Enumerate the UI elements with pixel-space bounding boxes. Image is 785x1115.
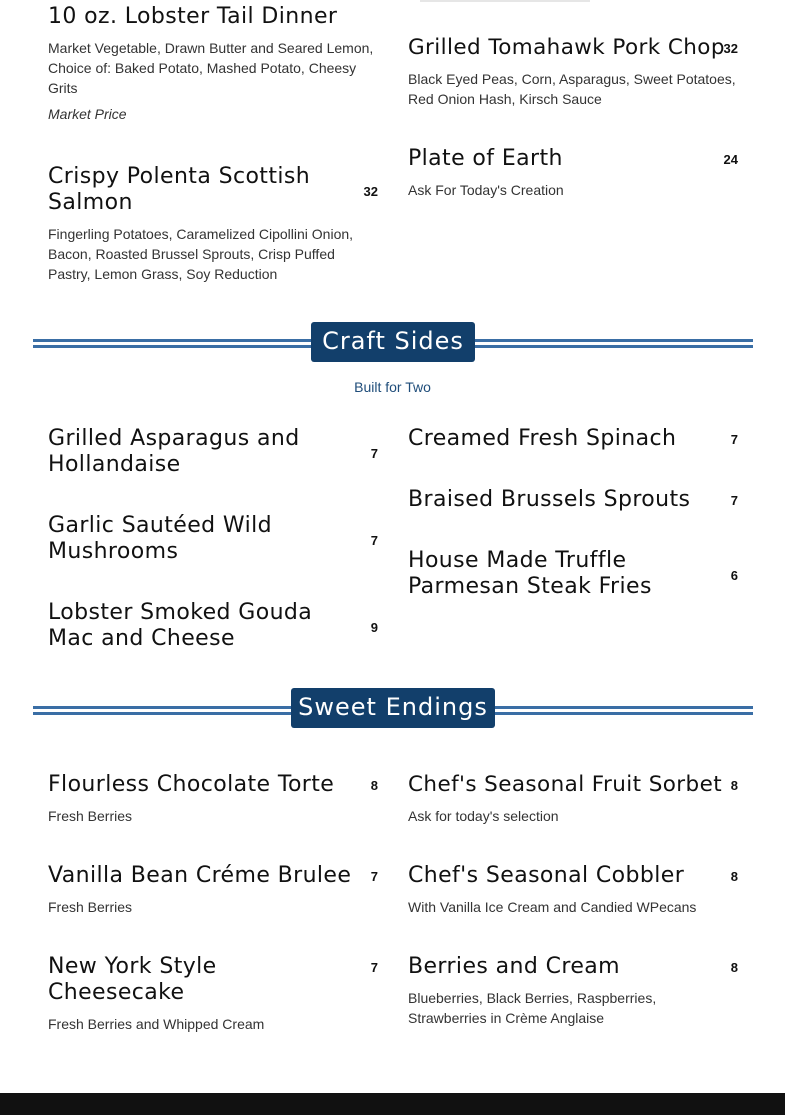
item-name: Berries and Cream <box>408 954 620 979</box>
item-name: Lobster Smoked Gouda Mac and Cheese <box>48 600 313 651</box>
item-name: Vanilla Bean Créme Brulee <box>48 863 352 888</box>
dessert-item-cheesecake <box>48 954 378 1034</box>
item-name: Garlic Sautéed Wild Mushrooms <box>48 513 272 564</box>
item-description: Blueberries, Black Berries, Raspberries, Strawberries in Crème Anglaise <box>408 990 657 1026</box>
item-price: 8 <box>370 778 378 793</box>
item-price: 9 <box>370 620 378 635</box>
item-price: 8 <box>730 778 738 793</box>
dessert-item-torte <box>48 772 378 826</box>
side-item-asparagus <box>48 426 378 478</box>
item-price: 7 <box>370 446 378 461</box>
item-price: 32 <box>723 41 738 56</box>
menu-item-plate-of-earth <box>408 146 738 200</box>
item-name: 10 oz. Lobster Tail Dinner <box>48 4 338 29</box>
faded-top-line <box>420 0 590 2</box>
item-description: Fresh Berries <box>48 899 133 915</box>
item-name: Flourless Chocolate Torte <box>48 772 335 797</box>
item-name: Plate of Earth <box>408 146 563 171</box>
side-item-brussels <box>408 487 738 513</box>
footer-bar <box>0 1093 785 1115</box>
item-price: 7 <box>370 533 378 548</box>
dessert-item-creme-brulee <box>48 863 378 917</box>
menu-item-salmon <box>48 164 378 284</box>
dessert-item-sorbet <box>408 772 738 826</box>
item-price: 7 <box>370 960 378 975</box>
item-description: Fresh Berries <box>48 808 133 824</box>
side-item-mac-cheese <box>48 600 378 652</box>
item-name: Creamed Fresh Spinach <box>408 426 677 451</box>
item-price: 8 <box>730 960 738 975</box>
item-name: House Made Truffle Parmesan Steak Fries <box>408 548 652 599</box>
item-name: Chef's Seasonal Fruit Sorbet <box>408 772 723 797</box>
dessert-item-berries-cream <box>408 954 738 1028</box>
side-item-mushrooms <box>48 513 378 565</box>
item-price-note: Market Price <box>48 106 127 122</box>
item-name: Chef's Seasonal Cobbler <box>408 863 685 888</box>
item-description: Market Vegetable, Drawn Butter and Seared Lemon, Choice of: Baked Potato, Mashed Potato, Cheesy Grits <box>48 40 374 96</box>
item-price: 7 <box>730 493 738 508</box>
item-description: Ask for today's selection <box>408 808 559 824</box>
item-price: 8 <box>730 869 738 884</box>
item-name: Grilled Asparagus and Hollandaise <box>48 426 300 477</box>
item-description: Ask For Today's Creation <box>408 182 564 198</box>
section-title-sweet-endings: Sweet Endings <box>291 688 495 728</box>
section-subtitle: Built for Two <box>354 379 431 395</box>
item-price: 7 <box>730 432 738 447</box>
item-price: 7 <box>370 869 378 884</box>
item-description: Fresh Berries and Whipped Cream <box>48 1016 265 1032</box>
menu-item-lobster-tail <box>48 4 378 122</box>
item-description: Fingerling Potatoes, Caramelized Cipollini Onion, Bacon, Roasted Brussel Sprouts, Crisp Puffed Pastry, Lemon Grass, Soy Reduction <box>48 226 354 282</box>
item-price: 24 <box>723 152 738 167</box>
item-description: With Vanilla Ice Cream and Candied WPecans <box>408 899 697 915</box>
item-name: Braised Brussels Sprouts <box>408 487 691 512</box>
item-price: 32 <box>363 184 378 199</box>
side-item-spinach <box>408 426 738 452</box>
item-name: Grilled Tomahawk Pork Chop <box>408 35 725 60</box>
dessert-item-cobbler <box>408 863 738 917</box>
menu-item-pork-chop <box>408 35 738 109</box>
section-title-craft-sides: Craft Sides <box>311 322 475 362</box>
item-name: Crispy Polenta Scottish Salmon <box>48 164 311 215</box>
item-description: Black Eyed Peas, Corn, Asparagus, Sweet Potatoes, Red Onion Hash, Kirsch Sauce <box>408 71 736 107</box>
item-price: 6 <box>730 568 738 583</box>
side-item-fries <box>408 548 738 600</box>
item-name: New York Style Cheesecake <box>48 954 217 1005</box>
